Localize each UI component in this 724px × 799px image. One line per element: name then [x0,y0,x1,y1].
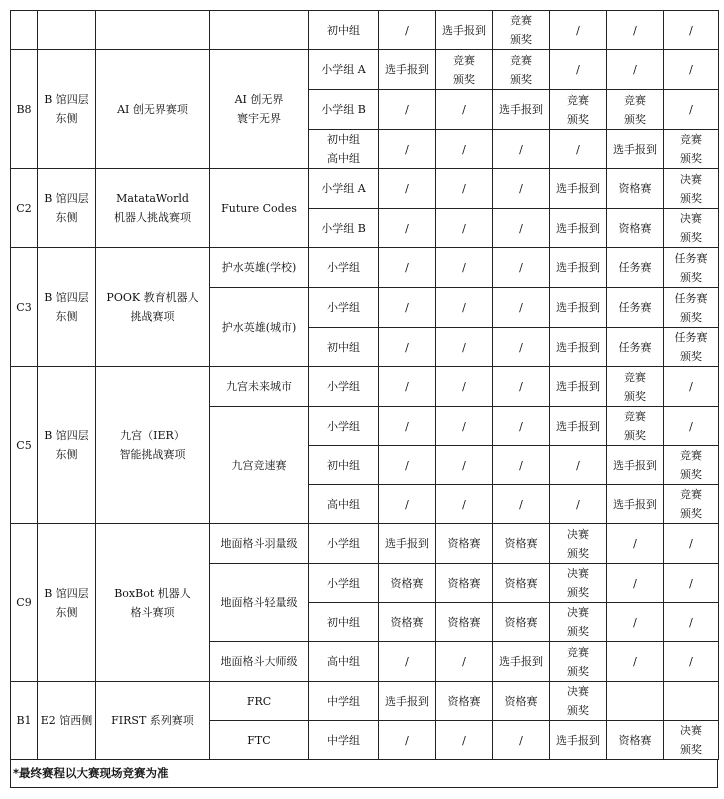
table-cell: / [493,721,550,760]
table-cell: 竞赛 颁奖 [607,407,664,446]
table-cell: / [664,407,719,446]
table-cell: / [493,407,550,446]
table-cell: MatataWorld 机器人挑战赛项 [96,169,210,248]
table-cell: 资格赛 [379,603,436,642]
table-cell: 决赛 颁奖 [550,603,607,642]
table-cell: / [493,328,550,367]
table-cell: 中学组 [309,682,379,721]
table-cell: 护水英雄(城市) [210,288,309,367]
table-cell: 地面格斗羽量级 [210,524,309,564]
table-cell: 资格赛 [436,603,493,642]
table-cell: 选手报到 [550,367,607,407]
table-cell: / [550,50,607,90]
table-cell: / [607,564,664,603]
table-cell: 初中组 [309,446,379,485]
table-cell: / [436,642,493,682]
table-cell: 任务赛 颁奖 [664,328,719,367]
table-cell: B 馆四层 东侧 [38,524,96,682]
table-cell: 小学组 [309,564,379,603]
table-cell: 选手报到 [379,682,436,721]
table-cell: / [550,446,607,485]
table-cell: 竞赛 颁奖 [550,90,607,130]
table-cell: 小学组 [309,288,379,328]
table-cell: 任务赛 [607,328,664,367]
table-cell: 选手报到 [550,169,607,209]
table-cell: B 馆四层 东侧 [38,367,96,524]
table-cell: / [379,328,436,367]
table-cell: 资格赛 [493,603,550,642]
table-cell: / [379,446,436,485]
table-cell: / [493,169,550,209]
table-cell: B1 [11,682,38,760]
table-cell: 小学组 B [309,90,379,130]
table-cell: 资格赛 [436,524,493,564]
table-cell: 资格赛 [493,524,550,564]
table-cell: 任务赛 [607,248,664,288]
table-cell: 选手报到 [550,328,607,367]
table-cell: 竞赛 颁奖 [664,485,719,524]
table-cell: / [379,130,436,169]
table-cell: / [379,169,436,209]
table-cell: 竞赛 颁奖 [607,90,664,130]
table-cell: 任务赛 颁奖 [664,288,719,328]
table-cell: / [607,11,664,50]
table-cell: B 馆四层 东侧 [38,169,96,248]
table-cell: 竞赛 颁奖 [493,11,550,50]
table-cell: 九宫（IER） 智能挑战赛项 [96,367,210,524]
table-cell: 小学组 [309,248,379,288]
table-cell: 竞赛 颁奖 [436,50,493,90]
table-cell: / [607,50,664,90]
table-cell: / [436,407,493,446]
table-cell: 初中组 高中组 [309,130,379,169]
table-cell: 资格赛 [607,721,664,760]
table-cell: / [664,642,719,682]
table-cell: 选手报到 [379,50,436,90]
table-cell: 小学组 B [309,209,379,248]
table-cell: 选手报到 [607,130,664,169]
table-cell: POOK 教育机器人 挑战赛项 [96,248,210,367]
table-cell: 选手报到 [550,407,607,446]
table-cell: 资格赛 [493,564,550,603]
table-cell: 小学组 A [309,50,379,90]
table-cell: / [379,288,436,328]
table-cell: 小学组 [309,407,379,446]
table-cell: 小学组 [309,367,379,407]
table-cell: / [493,248,550,288]
table-cell: C9 [11,524,38,682]
table-cell: / [379,209,436,248]
table-cell: 资格赛 [436,682,493,721]
table-cell: 护水英雄(学校) [210,248,309,288]
table-cell: 选手报到 [550,288,607,328]
table-row [11,682,719,721]
table-cell: B8 [11,50,38,169]
table-cell: E2 馆西侧 [38,682,96,760]
table-cell: / [436,130,493,169]
table-cell: 选手报到 [436,11,493,50]
table-cell: 选手报到 [550,721,607,760]
table-cell: / [436,367,493,407]
table-cell: / [379,485,436,524]
table-cell: / [550,130,607,169]
table-cell: 中学组 [309,721,379,760]
table-cell: 资格赛 [607,169,664,209]
table-cell: 决赛 颁奖 [664,169,719,209]
table-cell: / [493,209,550,248]
table-cell: / [607,603,664,642]
table-cell [96,11,210,50]
table-cell: / [493,367,550,407]
table-cell: 资格赛 [607,209,664,248]
table-cell: / [379,407,436,446]
table-cell: 高中组 [309,485,379,524]
table-cell: 竞赛 颁奖 [607,367,664,407]
table-cell: / [436,485,493,524]
table-cell: / [436,90,493,130]
table-cell: / [664,603,719,642]
table-cell: 决赛 颁奖 [664,721,719,760]
table-cell: / [436,209,493,248]
table-row [11,248,719,288]
table-cell: 初中组 [309,11,379,50]
table-cell: 小学组 [309,524,379,564]
table-cell: / [664,367,719,407]
table-cell: B 馆四层 东侧 [38,50,96,169]
table-row [11,11,719,50]
table-cell: / [436,721,493,760]
table-cell: FRC [210,682,309,721]
table-cell: 竞赛 颁奖 [550,642,607,682]
table-cell: / [436,248,493,288]
table-cell: / [607,524,664,564]
table-cell: 决赛 颁奖 [664,209,719,248]
table-cell: 资格赛 [436,564,493,603]
table-cell: / [493,446,550,485]
table-cell: C2 [11,169,38,248]
table-cell: 任务赛 [607,288,664,328]
table-cell: / [436,169,493,209]
table-cell [607,682,664,721]
table-cell: / [664,11,719,50]
table-cell: AI 创无界 寰宇无界 [210,50,309,169]
table-row [11,367,719,407]
table-cell: 地面格斗轻量级 [210,564,309,642]
table-cell: / [379,721,436,760]
table-cell: 小学组 A [309,169,379,209]
table-cell: / [664,564,719,603]
table-cell: / [664,524,719,564]
table-cell: Future Codes [210,169,309,248]
table-cell: 资格赛 [379,564,436,603]
table-cell: / [493,130,550,169]
table-cell: FIRST 系列赛项 [96,682,210,760]
table-cell: 初中组 [309,328,379,367]
table-cell: 决赛 颁奖 [550,524,607,564]
table-cell: C5 [11,367,38,524]
table-cell: / [436,288,493,328]
table-cell: 初中组 [309,603,379,642]
table-cell: / [664,90,719,130]
table-cell: / [379,642,436,682]
table-cell [11,11,38,50]
table-cell: / [379,248,436,288]
table-cell [664,682,719,721]
table-cell: / [436,328,493,367]
table-cell: / [379,11,436,50]
table-cell: 竞赛 颁奖 [664,446,719,485]
table-cell: / [493,485,550,524]
table-cell: / [379,90,436,130]
table-cell: / [550,485,607,524]
table-cell: / [436,446,493,485]
table-cell: / [379,367,436,407]
table-cell: 地面格斗大师级 [210,642,309,682]
table-row [11,50,719,90]
table-cell: / [493,288,550,328]
table-cell: 选手报到 [493,90,550,130]
table-cell: 选手报到 [379,524,436,564]
table-cell: / [664,50,719,90]
table-cell: BoxBot 机器人 格斗赛项 [96,524,210,682]
table-cell: 竞赛 颁奖 [664,130,719,169]
table-cell: 高中组 [309,642,379,682]
table-cell: C3 [11,248,38,367]
table-cell [210,11,309,50]
table-cell [38,11,96,50]
table-row [11,524,719,564]
table-cell: FTC [210,721,309,760]
table-cell: 选手报到 [493,642,550,682]
table-cell: / [550,11,607,50]
table-cell: 决赛 颁奖 [550,682,607,721]
table-cell: 选手报到 [550,209,607,248]
table-cell: 资格赛 [493,682,550,721]
table-row [11,169,719,209]
table-cell: 选手报到 [607,446,664,485]
table-cell: 决赛 颁奖 [550,564,607,603]
table-cell: 竞赛 颁奖 [493,50,550,90]
table-cell: / [607,642,664,682]
schedule-table [10,10,719,760]
table-cell: 九宫竞速赛 [210,407,309,524]
footnote: *最终赛程以大赛现场竞赛为准 [10,760,718,788]
table-cell: B 馆四层 东侧 [38,248,96,367]
table-cell: 选手报到 [550,248,607,288]
table-cell: 选手报到 [607,485,664,524]
table-cell: AI 创无界赛项 [96,50,210,169]
table-cell: 任务赛 颁奖 [664,248,719,288]
table-cell: 九宫未来城市 [210,367,309,407]
